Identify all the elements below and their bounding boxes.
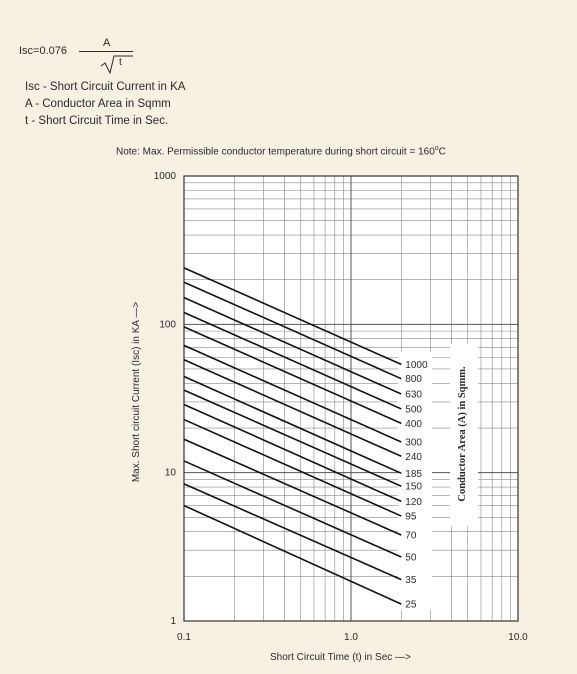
note-unit: C [438, 146, 446, 158]
x-tick-label: 10.0 [508, 632, 528, 643]
definition-area: A - Conductor Area in Sqmm [25, 98, 171, 110]
series-label-50: 50 [405, 552, 417, 564]
y-tick-label: 10 [164, 467, 176, 479]
series-label-150: 150 [405, 481, 422, 493]
series-label-70: 70 [405, 530, 417, 542]
series-label-400: 400 [405, 418, 422, 430]
series-label-300: 300 [405, 437, 422, 449]
definition-time: t - Short Circuit Time in Sec. [25, 115, 169, 127]
y-tick-label: 1 [170, 616, 176, 627]
note-degree: o [434, 145, 439, 152]
formula-numerator: A [103, 37, 111, 49]
y-tick-label: 1000 [153, 171, 176, 182]
note-text: Note: Max. Permissible conductor temperature during short circuit = 160 [116, 146, 435, 158]
formula-lhs: Isc=0.076 [19, 45, 68, 57]
series-label-500: 500 [405, 404, 422, 416]
series-label-240: 240 [405, 451, 422, 463]
formula-denominator: t [119, 57, 122, 68]
y-axis-label: Max. Short circuit Current (Isc) in KA —> [131, 301, 142, 483]
series-label-630: 630 [405, 389, 422, 401]
series-label-35: 35 [405, 575, 417, 587]
x-axis-label: Short Circuit Time (t) in Sec —> [270, 652, 411, 663]
y-tick-label: 100 [159, 319, 176, 331]
series-label-95: 95 [405, 511, 417, 523]
series-label-1000: 1000 [405, 359, 428, 371]
conductor-area-label: Conductor Area (A) in Sqmm. [457, 366, 468, 502]
definition-isc: Isc - Short Circuit Current in KA [25, 81, 186, 93]
series-label-800: 800 [405, 374, 422, 386]
x-tick-label: 1.0 [344, 632, 358, 643]
series-label-120: 120 [405, 496, 422, 508]
series-label-185: 185 [405, 468, 422, 480]
series-label-25: 25 [405, 599, 417, 611]
x-tick-label: 0.1 [177, 632, 191, 643]
